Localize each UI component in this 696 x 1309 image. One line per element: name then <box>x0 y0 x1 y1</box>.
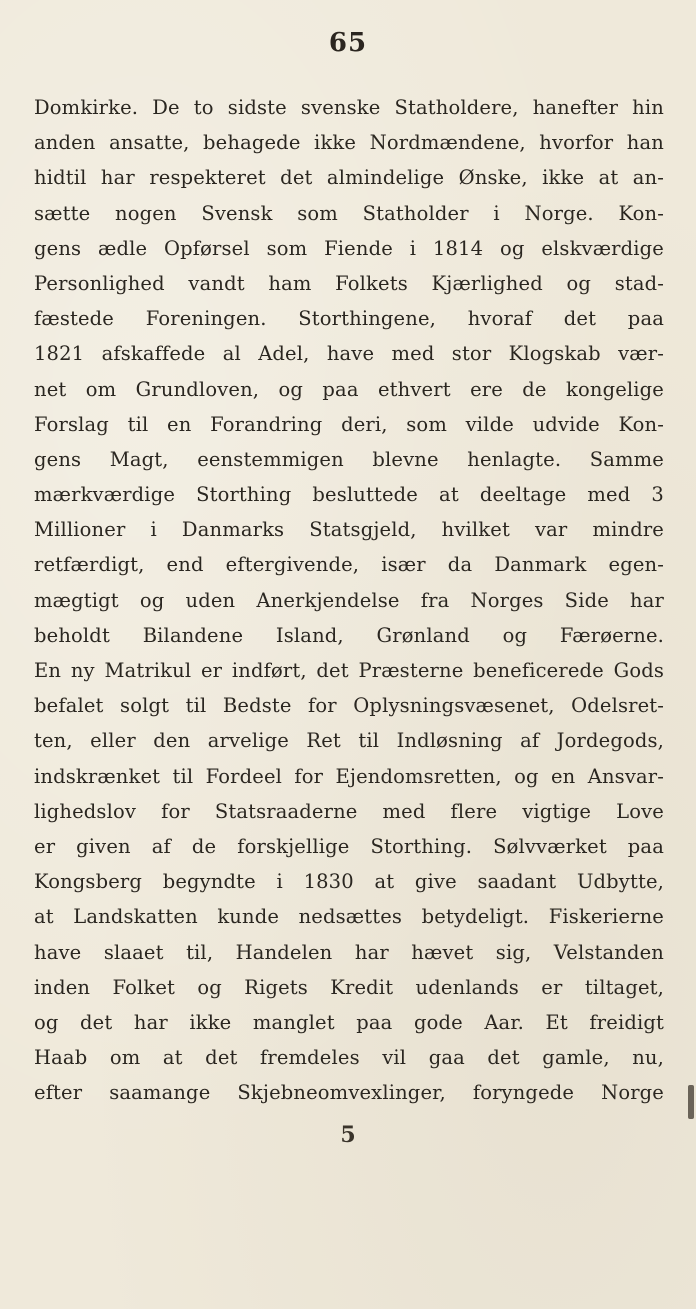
edge-tab-mark <box>688 1085 694 1119</box>
text-line: 1821 afskaffede al Adel, have med stor Klogskab vær- <box>34 342 664 366</box>
text-line: anden ansatte, behagede ikke Nordmændene, hvorfor han <box>34 131 664 155</box>
text-line: er given af de forskjellige Storthing. Sølvværket paa <box>34 834 664 858</box>
text-line: Millioner i Danmarks Statsgjeld, hvilket var mindre <box>34 518 664 542</box>
text-line: fæstede Foreningen. Storthingene, hvoraf det paa <box>34 307 664 331</box>
text-line: ten, eller den arvelige Ret til Indløsning af Jordegods, <box>34 729 664 753</box>
text-line: gens ædle Opførsel som Fiende i 1814 og elskværdige <box>34 236 664 260</box>
text-line: En ny Matrikul er indført, det Præsterne beneficerede Gods <box>34 659 664 682</box>
text-line: mærkværdige Storthing besluttede at deeltage med 3 <box>34 483 664 507</box>
text-line: efter saamange Skjebneomvexlinger, foryngede Norge <box>34 1081 664 1105</box>
text-line: og det har ikke manglet paa gode Aar. Et freidigt <box>34 1010 664 1034</box>
text-line: gens Magt, eenstemmigen blevne henlagte. Samme <box>34 447 664 471</box>
text-line: indskrænket til Fordeel for Ejendomsretten, og en Ansvar- <box>34 764 664 788</box>
text-line: lighedslov for Statsraaderne med flere vigtige Love <box>34 799 664 823</box>
text-line: Haab om at det fremdeles vil gaa det gamle, nu, <box>34 1046 664 1070</box>
page-number: 65 <box>328 28 368 58</box>
text-line: mægtigt og uden Anerkjendelse fra Norges Side har <box>34 588 664 612</box>
text-line: at Landskatten kunde nedsættes betydeligt. Fiskerierne <box>34 905 664 929</box>
text-line: Forslag til en Forandring deri, som vilde udvide Kon- <box>34 412 664 436</box>
text-line: befalet solgt til Bedste for Oplysningsvæsenet, Odelsret- <box>34 694 664 718</box>
text-line: retfærdigt, end eftergivende, især da Danmark egen- <box>34 553 664 577</box>
text-line: net om Grundloven, og paa ethvert ere de kongelige <box>34 377 664 401</box>
text-line: have slaaet til, Handelen har hævet sig, Velstanden <box>34 940 664 964</box>
body-text <box>34 90 664 1110</box>
text-line: sætte nogen Svensk som Statholder i Norge. Kon- <box>34 201 664 225</box>
text-line: Kongsberg begyndte i 1830 at give saadant Udbytte, <box>34 870 664 894</box>
signature-mark: 5 <box>340 1122 356 1148</box>
text-line: beholdt Bilandene Island, Grønland og Færøerne. <box>34 623 664 647</box>
text-line: Domkirke. De to sidste svenske Statholdere, hanefter hin <box>34 96 664 119</box>
text-line: hidtil har respekteret det almindelige Ønske, ikke at an- <box>34 166 664 190</box>
text-line: Personlighed vandt ham Folkets Kjærlighed og stad- <box>34 271 664 295</box>
text-line: inden Folket og Rigets Kredit udenlands er tiltaget, <box>34 975 664 999</box>
